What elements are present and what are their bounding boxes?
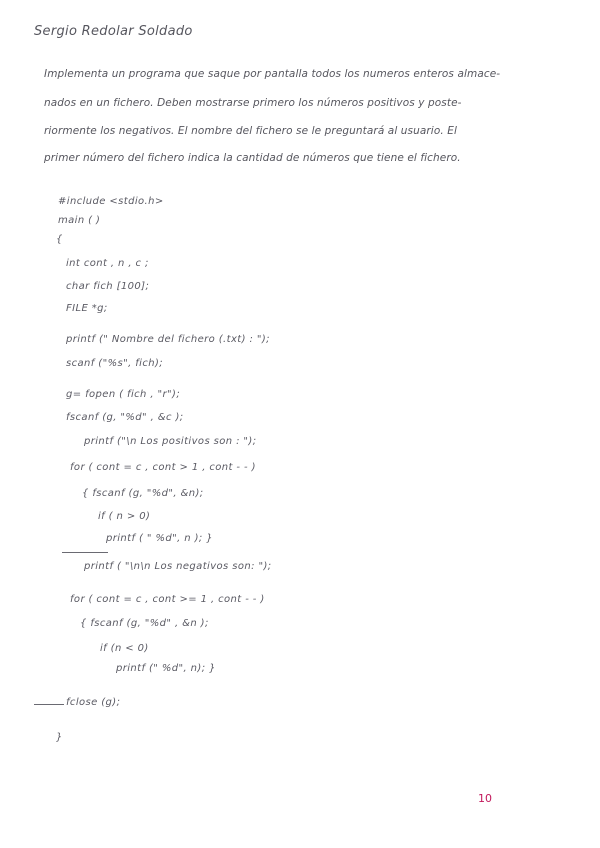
code-line-fopen: g= fopen ( fich , "r"); [66, 389, 181, 400]
author-name: Sergio Redolar Soldado [34, 24, 193, 39]
code-line-printf-n-2: printf (" %d", n); } [116, 663, 216, 674]
code-line-printf-positivos: printf ("\n Los positivos son : "); [84, 436, 257, 447]
code-line-printf-negativos: printf ( "\n\n Los negativos son: "); [84, 561, 272, 572]
statement-line-1: Implementa un programa que saque por pantalla todos los numeros enteros almace- [44, 68, 501, 80]
code-line-main: main ( ) [58, 215, 101, 226]
code-line-if-positive: if ( n > 0) [98, 511, 151, 522]
code-line-fscanf-c: fscanf (g, "%d" , &c ); [66, 412, 184, 423]
page-number: 10 [478, 792, 492, 805]
code-line-include: #include <stdio.h> [58, 196, 164, 207]
code-line-open-brace: { [56, 234, 63, 245]
code-line-printf-nombre: printf (" Nombre del fichero (.txt) : "); [66, 334, 270, 345]
statement-line-2: nados en un fichero. Deben mostrarse primero los números positivos y poste- [44, 97, 462, 109]
margin-dash-2 [34, 704, 64, 705]
statement-line-3: riormente los negativos. El nombre del fichero se le preguntará al usuario. El [44, 125, 457, 137]
statement-line-4: primer número del fichero indica la cantidad de números que tiene el fichero. [44, 152, 461, 164]
code-line-file-decl: FILE *g; [66, 303, 108, 314]
code-line-char-decl: char fich [100]; [66, 281, 150, 292]
code-line-close-brace: } [56, 732, 63, 743]
code-line-printf-n-1: printf ( " %d", n ); } [106, 533, 213, 544]
code-line-fscanf-n-1: { fscanf (g, "%d", &n); [82, 488, 204, 499]
margin-dash-1 [62, 552, 108, 553]
code-line-for-positivos: for ( cont = c , cont > 1 , cont - - ) [70, 462, 256, 473]
code-line-fclose: fclose (g); [66, 697, 121, 708]
code-line-for-negativos: for ( cont = c , cont >= 1 , cont - - ) [70, 594, 265, 605]
code-line-if-negative: if (n < 0) [100, 643, 149, 654]
code-line-int-decl: int cont , n , c ; [66, 258, 149, 269]
code-line-fscanf-n-2: { fscanf (g, "%d" , &n ); [80, 618, 209, 629]
code-line-scanf: scanf ("%s", fich); [66, 358, 164, 369]
